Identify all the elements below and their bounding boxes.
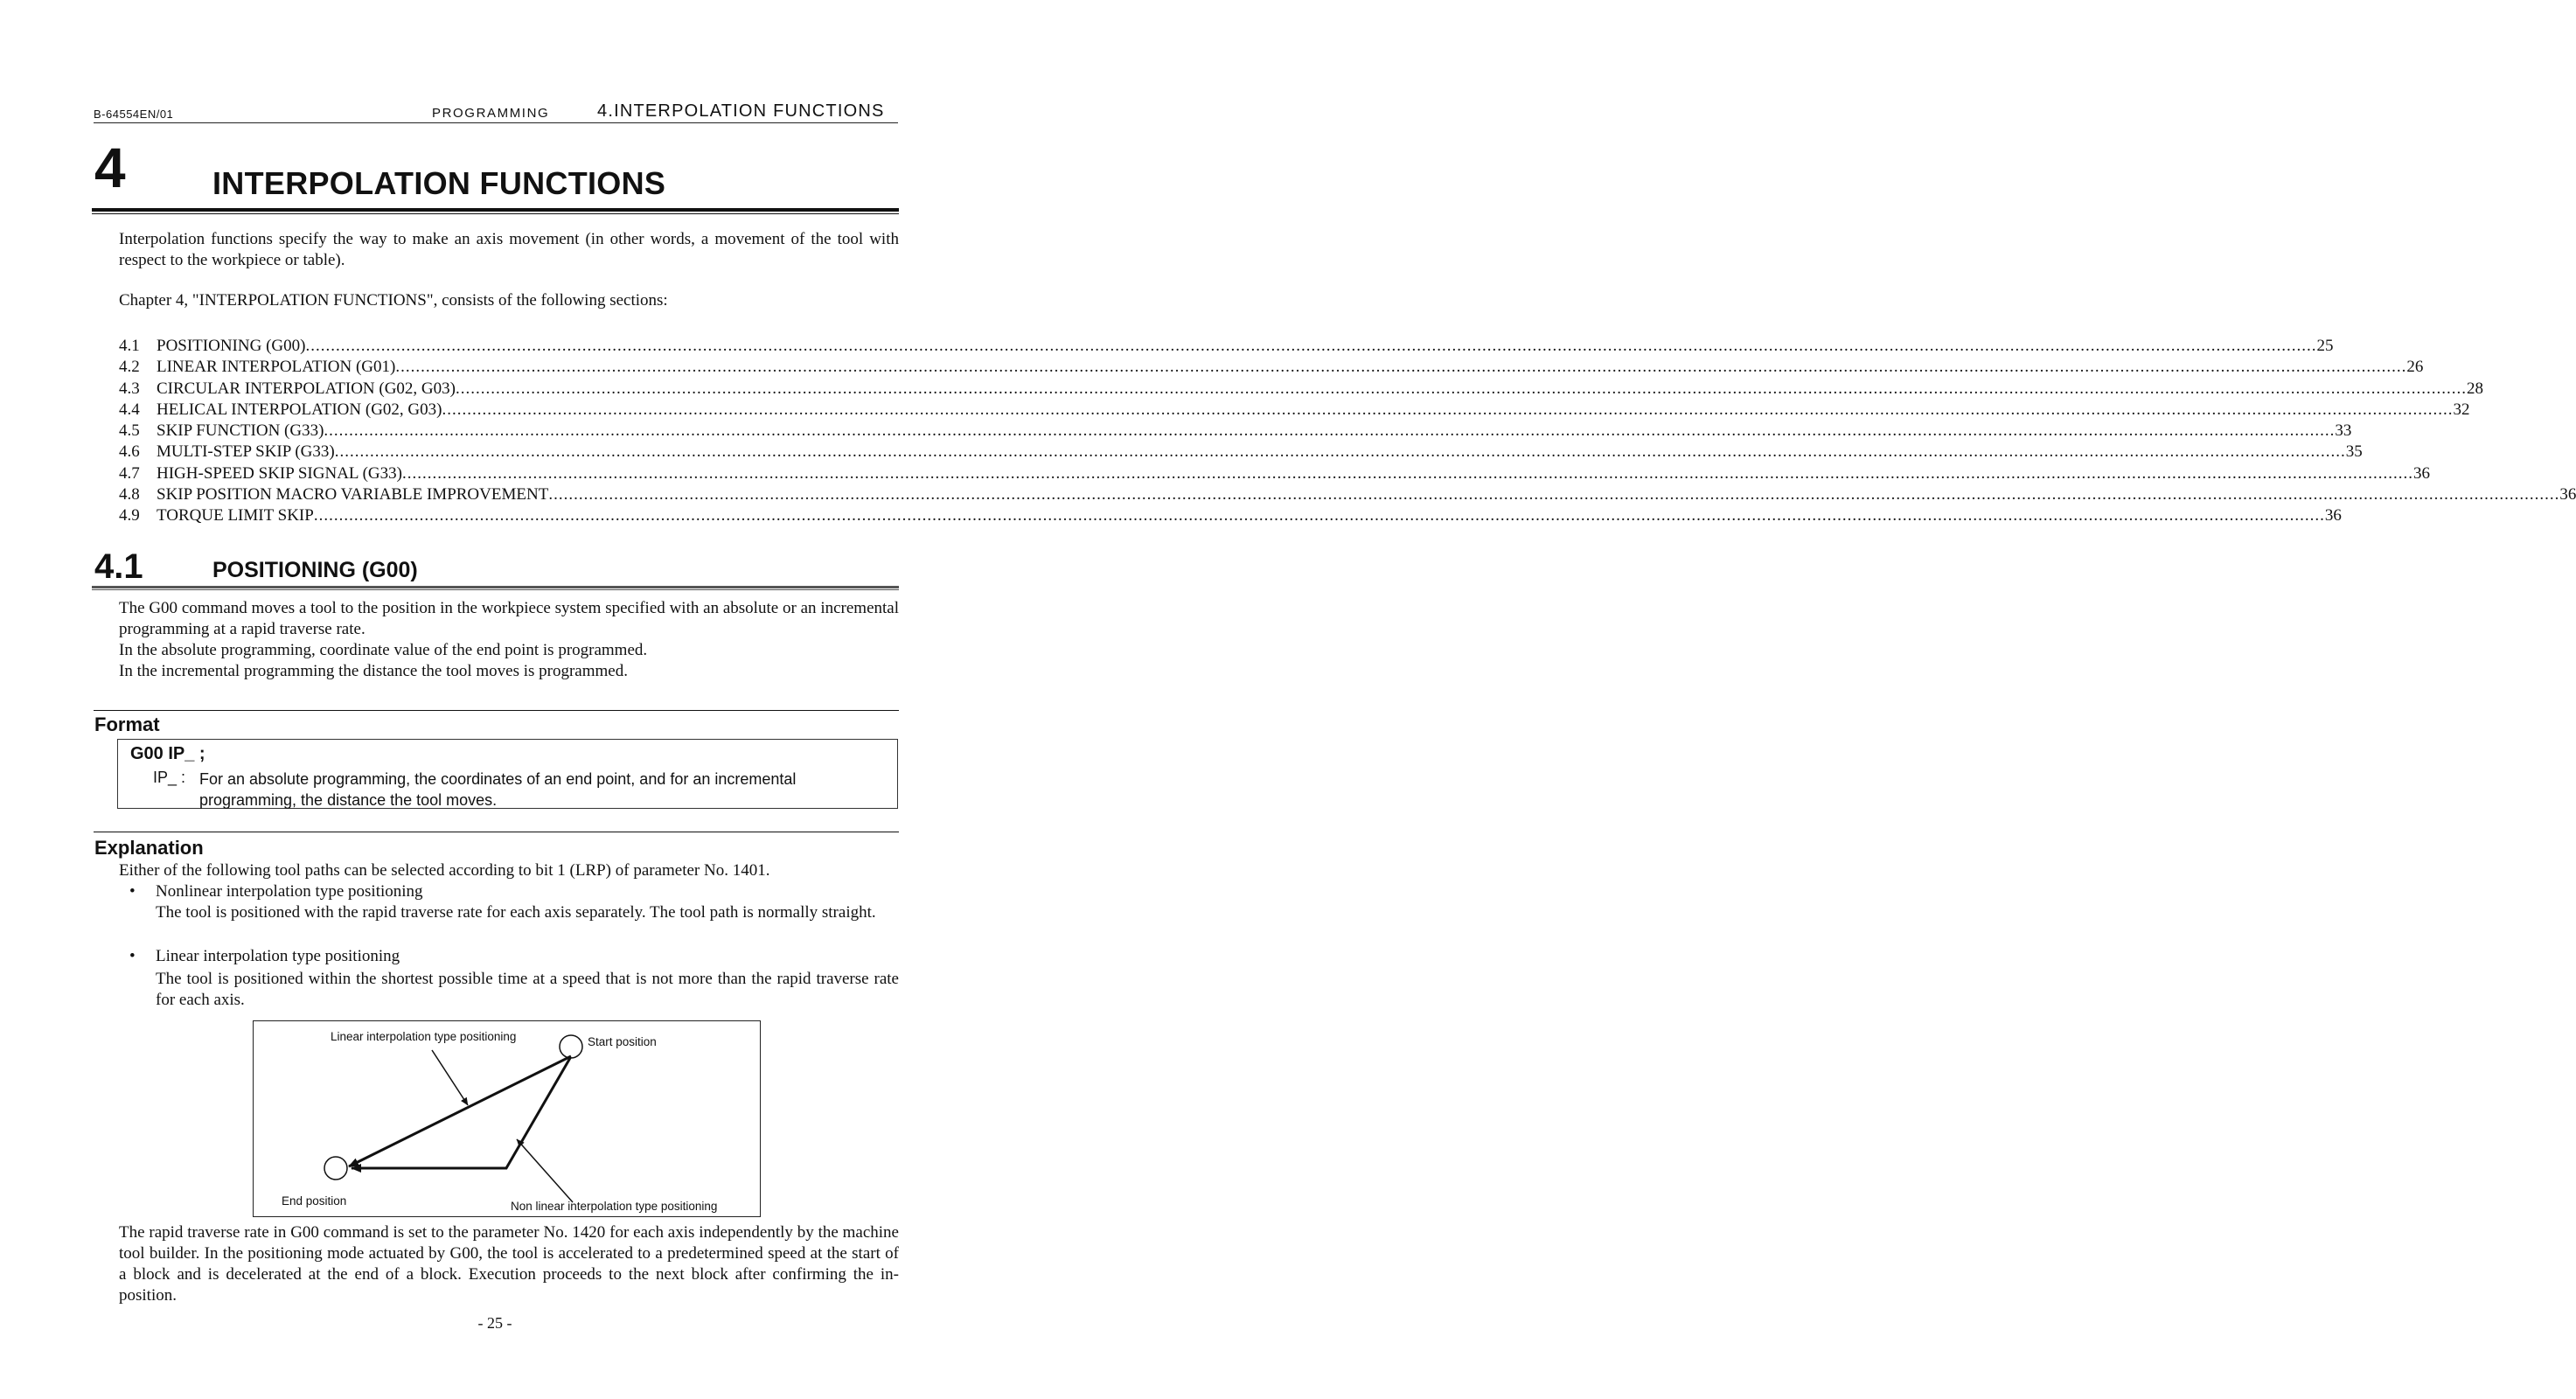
format-code: G00 IP_ ;: [130, 744, 205, 763]
header-rule: [94, 122, 898, 123]
toc-entry-page: 36: [2559, 485, 2576, 505]
label-start-position: Start position: [588, 1035, 657, 1048]
bullet-dot: •: [129, 882, 136, 901]
bullet-item: [156, 881, 899, 923]
closing-text: The rapid traverse rate in G00 command is set to the parameter No. 1420 for each axis independently by the machine tool builder. In the positioning mode actuated by G00, the tool is accelerated to a predetermined speed at the start of a block and is decelerated at the end of a block. Execution proceeds to the next block after confirming the in-position.: [119, 1223, 899, 1305]
toc-leader-dots: ................................................................................................................................................................................................................................................................................................................................................................................................................: [395, 358, 2407, 377]
toc-entry-page: 28: [2466, 379, 2483, 398]
section-title: POSITIONING (G00): [212, 558, 418, 582]
toc-entry-title: MULTI-STEP SKIP (G33): [157, 442, 335, 462]
bullet-title: Linear interpolation type positioning: [156, 947, 400, 965]
toc-entry-number: 4.6: [119, 442, 140, 462]
toc-entry-page: 26: [2406, 358, 2424, 377]
toc-entry-number: 4.5: [119, 421, 140, 441]
toc-entry-title: TORQUE LIMIT SKIP: [157, 506, 314, 525]
section-body: [119, 598, 899, 682]
toc-entry-page: 32: [2453, 400, 2470, 419]
header-part: PROGRAMMING: [432, 106, 550, 121]
toc-entry-number: 4.9: [119, 506, 140, 525]
toc-entry[interactable]: [119, 357, 2424, 378]
bullet-dot: •: [129, 947, 136, 965]
end-position-marker: [324, 1157, 347, 1180]
explanation-lead: [119, 860, 899, 881]
toc-leader-dots: ................................................................................................................................................................................................................................................................................................................................................................................................................: [313, 506, 2325, 525]
linear-path-line: [349, 1056, 571, 1166]
chapter-number: 4: [94, 136, 126, 199]
toc-entry-page: 33: [2335, 421, 2352, 441]
toc-entry-number: 4.2: [119, 358, 140, 377]
section-body-line: In the absolute programming, coordinate value of the end point is programmed.: [119, 641, 648, 659]
chapter-intro-text: Interpolation functions specify the way to make an axis movement (in other words, a movement of the tool with respect to the workpiece or table).: [119, 230, 899, 269]
toc-entry-title: HELICAL INTERPOLATION (G02, G03): [157, 400, 442, 419]
bullet-text: The tool is positioned within the shortest possible time at a speed that is not more than the rapid traverse rate for each axis.: [156, 970, 899, 1009]
table-of-contents: [119, 336, 2576, 527]
tool-path-diagram: [253, 1020, 761, 1217]
toc-intro: [119, 290, 899, 311]
linear-label-leader: [432, 1050, 468, 1105]
format-heading: Format: [94, 713, 160, 735]
label-nonlinear-positioning: Non linear interpolation type positioning: [511, 1200, 718, 1213]
toc-entry-page: 36: [2324, 506, 2342, 525]
chapter-title: INTERPOLATION FUNCTIONS: [212, 165, 666, 201]
closing-paragraph: [119, 1222, 899, 1306]
toc-entry-page: 25: [2316, 337, 2334, 355]
label-end-position: End position: [282, 1194, 347, 1208]
toc-entry-number: 4.1: [119, 337, 140, 355]
bullet-text: The tool is positioned with the rapid traverse rate for each axis separately. The tool path is normally straight.: [156, 903, 876, 922]
toc-entry[interactable]: [119, 442, 2363, 463]
nonlinear-path-line: [352, 1058, 570, 1168]
document-id: B-64554EN/01: [94, 108, 174, 121]
section-body-line: The G00 command moves a tool to the position in the workpiece system specified with an absolute or an incremental programming at a rapid traverse rate.: [119, 599, 899, 638]
explanation-heading: Explanation: [94, 837, 204, 859]
label-linear-positioning: Linear interpolation type positioning: [331, 1030, 517, 1043]
start-position-marker: [560, 1035, 582, 1058]
toc-entry-page: 35: [2345, 442, 2363, 462]
format-param-desc: For an absolute programming, the coordinates of an end point, and for an incremental programming, the distance the tool moves.: [199, 770, 797, 809]
toc-entry-title: CIRCULAR INTERPOLATION (G02, G03): [157, 379, 456, 398]
toc-leader-dots: ................................................................................................................................................................................................................................................................................................................................................................................................................: [455, 379, 2467, 398]
bullet-item: [156, 946, 899, 1011]
bullet-title: Nonlinear interpolation type positioning: [156, 882, 423, 901]
toc-entry-page: 36: [2412, 463, 2430, 483]
chapter-rule: [92, 208, 899, 212]
chapter-rule-thin: [92, 213, 899, 214]
toc-leader-dots: ................................................................................................................................................................................................................................................................................................................................................................................................................: [442, 400, 2454, 419]
section-rule: [92, 586, 899, 588]
toc-leader-dots: ................................................................................................................................................................................................................................................................................................................................................................................................................: [334, 442, 2346, 462]
toc-entry-title: LINEAR INTERPOLATION (G01): [157, 358, 396, 377]
toc-leader-dots: ................................................................................................................................................................................................................................................................................................................................................................................................................: [548, 485, 2560, 505]
toc-entry[interactable]: [119, 484, 2576, 505]
format-rule: [94, 710, 899, 711]
toc-entry-number: 4.4: [119, 400, 140, 419]
explanation-lead-text: Either of the following tool paths can be selected according to bit 1 (LRP) of parameter No. 1401.: [119, 861, 770, 880]
toc-entry-number: 4.7: [119, 463, 140, 483]
toc-entry[interactable]: [119, 400, 2470, 421]
format-param-name: IP_ :: [153, 769, 186, 786]
toc-entry-title: HIGH-SPEED SKIP SIGNAL (G33): [157, 463, 402, 483]
nonlinear-label-leader: [517, 1139, 573, 1202]
toc-leader-dots: ................................................................................................................................................................................................................................................................................................................................................................................................................: [401, 463, 2413, 483]
toc-entry[interactable]: [119, 379, 2483, 400]
positioning-figure: [253, 1020, 761, 1217]
section-rule-thin: [92, 589, 899, 590]
page-number: - 25 -: [477, 1314, 512, 1332]
section-body-line: In the incremental programming the distance the tool moves is programmed.: [119, 662, 628, 680]
toc-entry-number: 4.8: [119, 485, 140, 505]
toc-entry-number: 4.3: [119, 379, 140, 398]
toc-entry-title: SKIP POSITION MACRO VARIABLE IMPROVEMENT: [157, 485, 549, 505]
toc-entry[interactable]: [119, 421, 2352, 442]
section-number: 4.1: [94, 547, 143, 586]
toc-entry-title: POSITIONING (G00): [157, 337, 306, 355]
toc-entry-title: SKIP FUNCTION (G33): [157, 421, 324, 441]
toc-entry[interactable]: [119, 336, 2334, 357]
toc-entry[interactable]: [119, 463, 2430, 484]
toc-leader-dots: ................................................................................................................................................................................................................................................................................................................................................................................................................: [305, 337, 2317, 355]
format-box: [117, 739, 898, 809]
toc-intro-text: Chapter 4, "INTERPOLATION FUNCTIONS", consists of the following sections:: [119, 291, 668, 310]
chapter-intro: [119, 229, 899, 271]
toc-entry[interactable]: [119, 505, 2342, 526]
header-chapter-ref: 4.INTERPOLATION FUNCTIONS: [597, 101, 885, 121]
toc-leader-dots: ................................................................................................................................................................................................................................................................................................................................................................................................................: [324, 421, 2336, 441]
